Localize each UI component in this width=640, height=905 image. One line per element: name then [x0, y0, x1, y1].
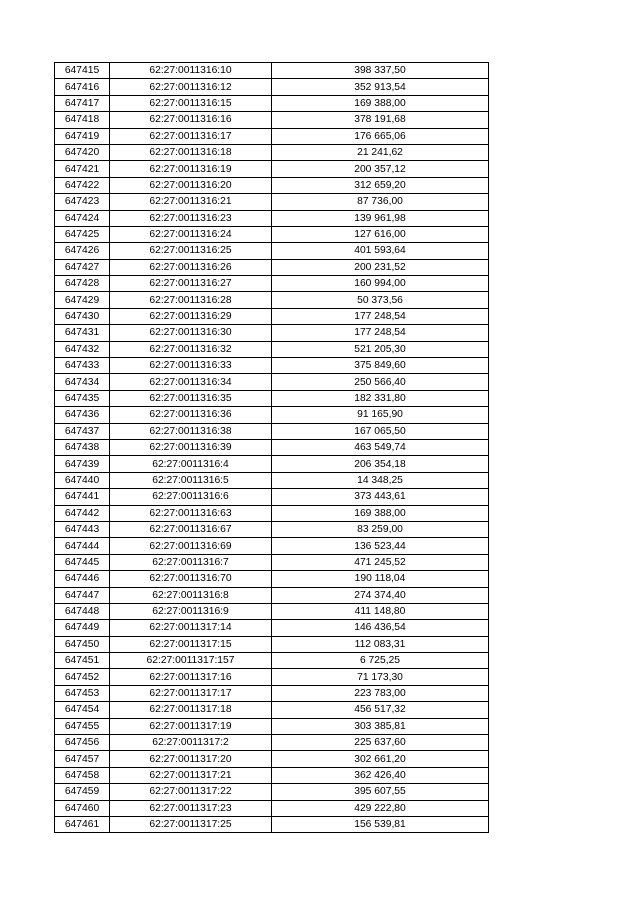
row-id-cell: 647451 [55, 653, 110, 669]
table-row [55, 128, 489, 144]
row-id-cell: 647443 [55, 521, 110, 537]
cadastral-number-cell: 62:27:0011316:16 [110, 112, 272, 128]
row-id-cell: 647437 [55, 423, 110, 439]
cadastral-number-cell: 62:27:0011316:21 [110, 194, 272, 210]
row-id-cell: 647461 [55, 816, 110, 832]
row-id-cell: 647429 [55, 292, 110, 308]
value-cell: 112 083,31 [272, 636, 489, 652]
value-cell: 169 388,00 [272, 505, 489, 521]
cadastral-number-cell: 62:27:0011317:16 [110, 669, 272, 685]
table-row [55, 341, 489, 357]
value-cell: 398 337,50 [272, 63, 489, 79]
row-id-cell: 647426 [55, 243, 110, 259]
value-cell: 411 148,80 [272, 603, 489, 619]
table-row [55, 521, 489, 537]
table-row [55, 751, 489, 767]
row-id-cell: 647457 [55, 751, 110, 767]
table-row [55, 259, 489, 275]
row-id-cell: 647450 [55, 636, 110, 652]
table-row [55, 276, 489, 292]
table-row [55, 800, 489, 816]
row-id-cell: 647424 [55, 210, 110, 226]
row-id-cell: 647423 [55, 194, 110, 210]
row-id-cell: 647433 [55, 358, 110, 374]
value-cell: 87 736,00 [272, 194, 489, 210]
cadastral-number-cell: 62:27:0011316:8 [110, 587, 272, 603]
cadastral-number-cell: 62:27:0011316:24 [110, 226, 272, 242]
row-id-cell: 647454 [55, 702, 110, 718]
data-table [54, 62, 489, 833]
value-cell: 177 248,54 [272, 325, 489, 341]
table-row [55, 489, 489, 505]
table-row [55, 308, 489, 324]
row-id-cell: 647440 [55, 472, 110, 488]
cadastral-number-cell: 62:27:0011316:18 [110, 144, 272, 160]
table-row [55, 636, 489, 652]
table-row [55, 439, 489, 455]
value-cell: 274 374,40 [272, 587, 489, 603]
row-id-cell: 647439 [55, 456, 110, 472]
table-row [55, 79, 489, 95]
cadastral-number-cell: 62:27:0011317:19 [110, 718, 272, 734]
row-id-cell: 647431 [55, 325, 110, 341]
row-id-cell: 647448 [55, 603, 110, 619]
cadastral-number-cell: 62:27:0011316:9 [110, 603, 272, 619]
value-cell: 182 331,80 [272, 390, 489, 406]
row-id-cell: 647418 [55, 112, 110, 128]
table-row [55, 554, 489, 570]
table-body [55, 63, 489, 833]
cadastral-number-cell: 62:27:0011316:25 [110, 243, 272, 259]
cadastral-number-cell: 62:27:0011316:29 [110, 308, 272, 324]
row-id-cell: 647452 [55, 669, 110, 685]
cadastral-number-cell: 62:27:0011316:23 [110, 210, 272, 226]
row-id-cell: 647456 [55, 735, 110, 751]
table-row [55, 702, 489, 718]
cadastral-number-cell: 62:27:0011317:20 [110, 751, 272, 767]
value-cell: 50 373,56 [272, 292, 489, 308]
value-cell: 200 357,12 [272, 161, 489, 177]
table-row [55, 407, 489, 423]
table-row [55, 374, 489, 390]
table-row [55, 210, 489, 226]
value-cell: 375 849,60 [272, 358, 489, 374]
cadastral-number-cell: 62:27:0011317:157 [110, 653, 272, 669]
row-id-cell: 647446 [55, 571, 110, 587]
row-id-cell: 647459 [55, 784, 110, 800]
value-cell: 136 523,44 [272, 538, 489, 554]
table-row [55, 63, 489, 79]
table-row [55, 390, 489, 406]
table-row [55, 226, 489, 242]
cadastral-number-cell: 62:27:0011316:35 [110, 390, 272, 406]
value-cell: 373 443,61 [272, 489, 489, 505]
value-cell: 401 593,64 [272, 243, 489, 259]
cadastral-number-cell: 62:27:0011317:22 [110, 784, 272, 800]
cadastral-number-cell: 62:27:0011316:26 [110, 259, 272, 275]
table-row [55, 177, 489, 193]
row-id-cell: 647422 [55, 177, 110, 193]
cadastral-number-cell: 62:27:0011317:23 [110, 800, 272, 816]
value-cell: 395 607,55 [272, 784, 489, 800]
row-id-cell: 647432 [55, 341, 110, 357]
value-cell: 225 637,60 [272, 735, 489, 751]
cadastral-number-cell: 62:27:0011316:28 [110, 292, 272, 308]
cadastral-number-cell: 62:27:0011316:69 [110, 538, 272, 554]
table-row [55, 767, 489, 783]
row-id-cell: 647420 [55, 144, 110, 160]
table-row [55, 292, 489, 308]
row-id-cell: 647434 [55, 374, 110, 390]
value-cell: 250 566,40 [272, 374, 489, 390]
cadastral-number-cell: 62:27:0011316:63 [110, 505, 272, 521]
cadastral-number-cell: 62:27:0011316:5 [110, 472, 272, 488]
value-cell: 378 191,68 [272, 112, 489, 128]
value-cell: 176 665,06 [272, 128, 489, 144]
value-cell: 429 222,80 [272, 800, 489, 816]
row-id-cell: 647438 [55, 439, 110, 455]
cadastral-number-cell: 62:27:0011316:10 [110, 63, 272, 79]
row-id-cell: 647460 [55, 800, 110, 816]
value-cell: 156 539,81 [272, 816, 489, 832]
table-row [55, 456, 489, 472]
table-row [55, 538, 489, 554]
row-id-cell: 647444 [55, 538, 110, 554]
table-row [55, 243, 489, 259]
row-id-cell: 647421 [55, 161, 110, 177]
table-row [55, 112, 489, 128]
cadastral-number-cell: 62:27:0011316:19 [110, 161, 272, 177]
row-id-cell: 647441 [55, 489, 110, 505]
table-row [55, 161, 489, 177]
cadastral-number-cell: 62:27:0011316:27 [110, 276, 272, 292]
cadastral-number-cell: 62:27:0011316:67 [110, 521, 272, 537]
cadastral-number-cell: 62:27:0011316:38 [110, 423, 272, 439]
value-cell: 471 245,52 [272, 554, 489, 570]
row-id-cell: 647442 [55, 505, 110, 521]
row-id-cell: 647419 [55, 128, 110, 144]
value-cell: 302 661,20 [272, 751, 489, 767]
table-row [55, 571, 489, 587]
value-cell: 160 994,00 [272, 276, 489, 292]
value-cell: 312 659,20 [272, 177, 489, 193]
value-cell: 71 173,30 [272, 669, 489, 685]
value-cell: 352 913,54 [272, 79, 489, 95]
table-row [55, 653, 489, 669]
value-cell: 521 205,30 [272, 341, 489, 357]
table-row [55, 620, 489, 636]
cadastral-number-cell: 62:27:0011316:30 [110, 325, 272, 341]
row-id-cell: 647436 [55, 407, 110, 423]
value-cell: 21 241,62 [272, 144, 489, 160]
cadastral-number-cell: 62:27:0011316:34 [110, 374, 272, 390]
table-row [55, 325, 489, 341]
table-row [55, 784, 489, 800]
value-cell: 303 385,81 [272, 718, 489, 734]
table-row [55, 816, 489, 832]
value-cell: 456 517,32 [272, 702, 489, 718]
cadastral-number-cell: 62:27:0011316:6 [110, 489, 272, 505]
table-row [55, 472, 489, 488]
value-cell: 463 549,74 [272, 439, 489, 455]
table-row [55, 194, 489, 210]
cadastral-number-cell: 62:27:0011316:36 [110, 407, 272, 423]
cadastral-number-cell: 62:27:0011316:33 [110, 358, 272, 374]
cadastral-number-cell: 62:27:0011317:17 [110, 685, 272, 701]
value-cell: 127 616,00 [272, 226, 489, 242]
value-cell: 206 354,18 [272, 456, 489, 472]
cadastral-number-cell: 62:27:0011316:12 [110, 79, 272, 95]
row-id-cell: 647417 [55, 95, 110, 111]
table-row [55, 718, 489, 734]
cadastral-number-cell: 62:27:0011316:39 [110, 439, 272, 455]
cadastral-number-cell: 62:27:0011317:21 [110, 767, 272, 783]
cadastral-number-cell: 62:27:0011316:32 [110, 341, 272, 357]
row-id-cell: 647447 [55, 587, 110, 603]
row-id-cell: 647428 [55, 276, 110, 292]
table-row [55, 95, 489, 111]
cadastral-number-cell: 62:27:0011317:2 [110, 735, 272, 751]
value-cell: 223 783,00 [272, 685, 489, 701]
cadastral-number-cell: 62:27:0011316:4 [110, 456, 272, 472]
table-row [55, 685, 489, 701]
table-row [55, 669, 489, 685]
table-row [55, 505, 489, 521]
row-id-cell: 647430 [55, 308, 110, 324]
row-id-cell: 647458 [55, 767, 110, 783]
table-row [55, 144, 489, 160]
cadastral-number-cell: 62:27:0011316:70 [110, 571, 272, 587]
cadastral-number-cell: 62:27:0011316:20 [110, 177, 272, 193]
table-row [55, 603, 489, 619]
value-cell: 177 248,54 [272, 308, 489, 324]
value-cell: 14 348,25 [272, 472, 489, 488]
value-cell: 91 165,90 [272, 407, 489, 423]
row-id-cell: 647435 [55, 390, 110, 406]
table-row [55, 735, 489, 751]
value-cell: 190 118,04 [272, 571, 489, 587]
row-id-cell: 647449 [55, 620, 110, 636]
table-row [55, 587, 489, 603]
value-cell: 6 725,25 [272, 653, 489, 669]
value-cell: 362 426,40 [272, 767, 489, 783]
table-row [55, 358, 489, 374]
row-id-cell: 647416 [55, 79, 110, 95]
value-cell: 200 231,52 [272, 259, 489, 275]
value-cell: 83 259,00 [272, 521, 489, 537]
value-cell: 139 961,98 [272, 210, 489, 226]
row-id-cell: 647455 [55, 718, 110, 734]
cadastral-number-cell: 62:27:0011317:25 [110, 816, 272, 832]
value-cell: 169 388,00 [272, 95, 489, 111]
row-id-cell: 647427 [55, 259, 110, 275]
row-id-cell: 647445 [55, 554, 110, 570]
cadastral-number-cell: 62:27:0011317:18 [110, 702, 272, 718]
value-cell: 167 065,50 [272, 423, 489, 439]
cadastral-number-cell: 62:27:0011317:14 [110, 620, 272, 636]
value-cell: 146 436,54 [272, 620, 489, 636]
cadastral-number-cell: 62:27:0011317:15 [110, 636, 272, 652]
row-id-cell: 647415 [55, 63, 110, 79]
cadastral-number-cell: 62:27:0011316:7 [110, 554, 272, 570]
cadastral-number-cell: 62:27:0011316:17 [110, 128, 272, 144]
row-id-cell: 647453 [55, 685, 110, 701]
cadastral-number-cell: 62:27:0011316:15 [110, 95, 272, 111]
row-id-cell: 647425 [55, 226, 110, 242]
table-row [55, 423, 489, 439]
